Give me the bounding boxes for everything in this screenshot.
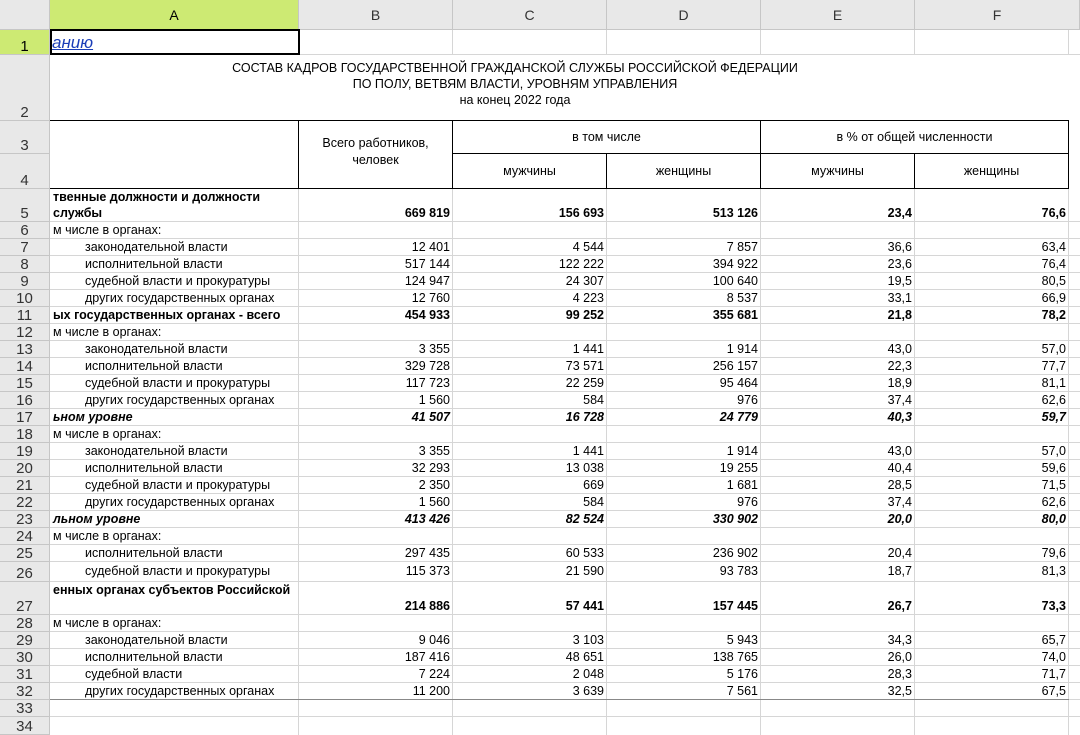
row24-label[interactable]: м числе в органах: [53, 529, 162, 543]
row-header-30[interactable]: 30 [0, 649, 50, 666]
row-header-20[interactable]: 20 [0, 460, 50, 477]
border [914, 153, 915, 189]
row11-men-pct[interactable]: 21,8 [887, 308, 912, 322]
cell-selection [50, 29, 300, 55]
row17-total[interactable]: 41 507 [411, 410, 450, 424]
row-header-27[interactable]: 27 [0, 582, 50, 615]
row-header-14[interactable]: 14 [0, 358, 50, 375]
row16-women-pct[interactable]: 62,6 [1041, 393, 1066, 407]
row15-total[interactable]: 117 723 [405, 376, 450, 390]
row19-total[interactable]: 3 355 [418, 444, 450, 458]
row15-men-pct[interactable]: 18,9 [887, 376, 912, 390]
row9-label[interactable]: судебной власти и прокуратуры [85, 274, 271, 288]
row10-men-pct[interactable]: 33,1 [887, 291, 912, 305]
row30-men-pct[interactable]: 26,0 [887, 650, 912, 664]
row20-label[interactable]: исполнительной власти [85, 461, 223, 475]
title-line-2: ПО ПОЛУ, ВЕТВЯМ ВЛАСТИ, УРОВНЯМ УПРАВЛЕНИЯ [352, 77, 678, 91]
row25-total[interactable]: 297 435 [404, 546, 450, 560]
row21-women-pct[interactable]: 71,5 [1041, 478, 1066, 492]
gridline [50, 716, 1080, 717]
row7-label[interactable]: законодательной власти [85, 240, 228, 254]
title-line-3: на конец 2022 года [459, 93, 571, 107]
row-header-25[interactable]: 25 [0, 545, 50, 562]
row16-label[interactable]: других государственных органах [85, 393, 275, 407]
row10-label[interactable]: других государственных органах [85, 291, 275, 305]
row23-women-pct[interactable]: 80,0 [1041, 512, 1066, 526]
row26-men[interactable]: 21 590 [565, 564, 604, 578]
row27-label[interactable]: енных органах субъектов Российской [53, 583, 291, 597]
row25-women-pct[interactable]: 79,6 [1041, 546, 1066, 560]
row23-men[interactable]: 82 524 [565, 512, 604, 526]
row15-men[interactable]: 22 259 [565, 376, 604, 390]
row19-men-pct[interactable]: 43,0 [887, 444, 912, 458]
row-header-18[interactable]: 18 [0, 426, 50, 443]
row32-label[interactable]: других государственных органах [85, 684, 275, 698]
row32-men[interactable]: 3 639 [572, 684, 604, 698]
column-header-d[interactable]: D [607, 0, 761, 30]
column-header-b[interactable]: B [299, 0, 453, 30]
row18-label[interactable]: м числе в органах: [53, 427, 162, 441]
row32-women-pct[interactable]: 67,5 [1041, 684, 1066, 698]
row31-total[interactable]: 7 224 [418, 667, 450, 681]
row-header-17[interactable]: 17 [0, 409, 50, 426]
border [1068, 120, 1069, 189]
header-total-text: Всего работников, человек [322, 136, 429, 167]
row22-men-pct[interactable]: 37,4 [887, 495, 912, 509]
row8-total[interactable]: 517 144 [404, 257, 450, 271]
row15-women-pct[interactable]: 81,1 [1041, 376, 1066, 390]
row16-men[interactable]: 584 [583, 393, 604, 407]
row30-total[interactable]: 187 416 [404, 650, 450, 664]
row19-label[interactable]: законодательной власти [85, 444, 228, 458]
row-header-11[interactable]: 11 [0, 307, 50, 324]
row7-women[interactable]: 7 857 [726, 240, 758, 254]
back-link[interactable]: анию [52, 33, 94, 52]
row21-men-pct[interactable]: 28,5 [887, 478, 912, 492]
row-header-4[interactable]: 4 [0, 154, 50, 189]
row26-women-pct[interactable]: 81,3 [1041, 564, 1066, 578]
row-header-15[interactable]: 15 [0, 375, 50, 392]
row22-women-pct[interactable]: 62,6 [1041, 495, 1066, 509]
row-header-28[interactable]: 28 [0, 615, 50, 632]
row20-men-pct[interactable]: 40,4 [887, 461, 912, 475]
row10-women[interactable]: 8 537 [726, 291, 758, 305]
row14-total[interactable]: 329 728 [404, 359, 450, 373]
row10-women-pct[interactable]: 66,9 [1041, 291, 1066, 305]
row11-men[interactable]: 99 252 [565, 308, 604, 322]
row16-women[interactable]: 976 [737, 393, 758, 407]
title-line-1: СОСТАВ КАДРОВ ГОСУДАРСТВЕННОЙ ГРАЖДАНСКОЙ СЛУЖБЫ РОССИЙСКОЙ ФЕДЕРАЦИИ [232, 61, 798, 75]
row28-label[interactable]: м числе в органах: [53, 616, 162, 630]
row-header-34[interactable]: 34 [0, 717, 50, 735]
border [606, 153, 607, 189]
row27-women-pct[interactable]: 73,3 [1041, 599, 1066, 613]
row22-total[interactable]: 1 560 [418, 495, 450, 509]
row13-men[interactable]: 1 441 [572, 342, 604, 356]
row6-label[interactable]: м числе в органах: [53, 223, 162, 237]
row9-men[interactable]: 24 307 [565, 274, 604, 288]
row29-women-pct[interactable]: 65,7 [1041, 633, 1066, 647]
row26-women[interactable]: 93 783 [719, 564, 758, 578]
row25-women[interactable]: 236 902 [712, 546, 758, 560]
row9-total[interactable]: 124 947 [404, 274, 450, 288]
row32-men-pct[interactable]: 32,5 [887, 684, 912, 698]
row20-women[interactable]: 19 255 [719, 461, 758, 475]
border [760, 120, 761, 189]
select-all-corner[interactable] [0, 0, 50, 30]
row14-women-pct[interactable]: 77,7 [1041, 359, 1066, 373]
row11-total[interactable]: 454 933 [404, 308, 450, 322]
row21-women[interactable]: 1 681 [726, 478, 758, 492]
row29-men[interactable]: 3 103 [572, 633, 604, 647]
header-pct: в % от общей численности [836, 130, 993, 144]
row-header-9[interactable]: 9 [0, 273, 50, 290]
column-header-c[interactable]: C [453, 0, 607, 30]
row29-total[interactable]: 9 046 [418, 633, 450, 647]
row8-women[interactable]: 394 922 [712, 257, 758, 271]
row31-women[interactable]: 5 176 [726, 667, 758, 681]
row31-label[interactable]: судебной власти [85, 667, 183, 681]
row30-label[interactable]: исполнительной власти [85, 650, 223, 664]
row10-total[interactable]: 12 760 [411, 291, 450, 305]
row-header-24[interactable]: 24 [0, 528, 50, 545]
row-header-12[interactable]: 12 [0, 324, 50, 341]
row27-women[interactable]: 157 445 [712, 599, 758, 613]
row14-men-pct[interactable]: 22,3 [887, 359, 912, 373]
row7-women-pct[interactable]: 63,4 [1041, 240, 1066, 254]
row-header-7[interactable]: 7 [0, 239, 50, 256]
row30-men[interactable]: 48 651 [565, 650, 604, 664]
row-header-6[interactable]: 6 [0, 222, 50, 239]
row5-men[interactable]: 156 693 [558, 206, 604, 220]
row14-label[interactable]: исполнительной власти [85, 359, 223, 373]
row17-women-pct[interactable]: 59,7 [1041, 410, 1066, 424]
row9-women[interactable]: 100 640 [712, 274, 758, 288]
row23-total[interactable]: 413 426 [404, 512, 450, 526]
row25-men[interactable]: 60 533 [565, 546, 604, 560]
row15-label[interactable]: судебной власти и прокуратуры [85, 376, 271, 390]
row7-total[interactable]: 12 401 [411, 240, 450, 254]
row22-men[interactable]: 584 [583, 495, 604, 509]
row26-men-pct[interactable]: 18,7 [887, 564, 912, 578]
row5-label-1[interactable]: твенные должности и должности [53, 190, 261, 204]
row12-label[interactable]: м числе в органах: [53, 325, 162, 339]
row29-label[interactable]: законодательной власти [85, 633, 228, 647]
row-header-33[interactable]: 33 [0, 700, 50, 717]
header-women: женщины [655, 163, 712, 178]
row23-label[interactable]: льном уровне [53, 512, 141, 526]
row19-women-pct[interactable]: 57,0 [1041, 444, 1066, 458]
row23-men-pct[interactable]: 20,0 [887, 512, 912, 526]
row17-men[interactable]: 16 728 [565, 410, 604, 424]
row8-label[interactable]: исполнительной власти [85, 257, 223, 271]
row5-total[interactable]: 669 819 [404, 206, 450, 220]
column-header-f[interactable]: F [915, 0, 1080, 30]
row5-women-pct[interactable]: 76,6 [1041, 206, 1066, 220]
row31-women-pct[interactable]: 71,7 [1041, 667, 1066, 681]
row20-men[interactable]: 13 038 [565, 461, 604, 475]
row27-men-pct[interactable]: 26,7 [887, 599, 912, 613]
row21-total[interactable]: 2 350 [418, 478, 450, 492]
row25-label[interactable]: исполнительной власти [85, 546, 223, 560]
row-header-3[interactable]: 3 [0, 121, 50, 154]
row17-men-pct[interactable]: 40,3 [887, 410, 912, 424]
row-header-2[interactable]: 2 [0, 55, 50, 121]
row27-men[interactable]: 57 441 [565, 599, 604, 613]
row31-men-pct[interactable]: 28,3 [887, 667, 912, 681]
row13-total[interactable]: 3 355 [418, 342, 450, 356]
row-header-16[interactable]: 16 [0, 392, 50, 409]
row13-women-pct[interactable]: 57,0 [1041, 342, 1066, 356]
row-header-19[interactable]: 19 [0, 443, 50, 460]
row-header-23[interactable]: 23 [0, 511, 50, 528]
row5-women[interactable]: 513 126 [712, 206, 758, 220]
row22-women[interactable]: 976 [737, 495, 758, 509]
row-header-5[interactable]: 5 [0, 189, 50, 222]
row13-label[interactable]: законодательной власти [85, 342, 228, 356]
row7-men[interactable]: 4 544 [572, 240, 604, 254]
row-header-26[interactable]: 26 [0, 562, 50, 582]
row13-men-pct[interactable]: 43,0 [887, 342, 912, 356]
row5-men-pct[interactable]: 23,4 [887, 206, 912, 220]
header-men-pct: мужчины [811, 163, 864, 178]
row-header-22[interactable]: 22 [0, 494, 50, 511]
row8-women-pct[interactable]: 76,4 [1041, 257, 1066, 271]
row-header-31[interactable]: 31 [0, 666, 50, 683]
row-header-32[interactable]: 32 [0, 683, 50, 700]
row30-women-pct[interactable]: 74,0 [1041, 650, 1066, 664]
row-header-1[interactable]: 1 [0, 30, 50, 55]
row14-men[interactable]: 73 571 [565, 359, 604, 373]
header-men: мужчины [503, 163, 556, 178]
row17-label[interactable]: ьном уровне [53, 410, 133, 424]
header-total [299, 122, 452, 182]
row11-label[interactable]: ых государственных органах - всего [53, 308, 281, 322]
row31-men[interactable]: 2 048 [572, 667, 604, 681]
table-title [50, 60, 980, 108]
border [298, 120, 299, 189]
row25-men-pct[interactable]: 20,4 [887, 546, 912, 560]
border [50, 120, 1069, 121]
row9-men-pct[interactable]: 19,5 [887, 274, 912, 288]
row32-total[interactable]: 11 200 [412, 684, 450, 698]
row8-men-pct[interactable]: 23,6 [887, 257, 912, 271]
row-header-13[interactable]: 13 [0, 341, 50, 358]
row19-men[interactable]: 1 441 [572, 444, 604, 458]
border [50, 699, 1069, 700]
row26-label[interactable]: судебной власти и прокуратуры [85, 564, 271, 578]
row14-women[interactable]: 256 157 [712, 359, 758, 373]
row29-women[interactable]: 5 943 [726, 633, 758, 647]
row16-total[interactable]: 1 560 [418, 393, 450, 407]
row7-men-pct[interactable]: 36,6 [887, 240, 912, 254]
header-incl: в том числе [572, 130, 641, 144]
row-header-21[interactable]: 21 [0, 477, 50, 494]
row29-men-pct[interactable]: 34,3 [887, 633, 912, 647]
row17-women[interactable]: 24 779 [719, 410, 758, 424]
row15-women[interactable]: 95 464 [719, 376, 758, 390]
column-header-e[interactable]: E [761, 0, 915, 30]
header-women-pct: женщины [963, 163, 1020, 178]
row16-men-pct[interactable]: 37,4 [887, 393, 912, 407]
row10-men[interactable]: 4 223 [572, 291, 604, 305]
row26-total[interactable]: 115 373 [405, 564, 450, 578]
row23-women[interactable]: 330 902 [712, 512, 758, 526]
row27-total[interactable]: 214 886 [404, 599, 450, 613]
row-header-10[interactable]: 10 [0, 290, 50, 307]
row11-women[interactable]: 355 681 [712, 308, 758, 322]
row-header-29[interactable]: 29 [0, 632, 50, 649]
row9-women-pct[interactable]: 80,5 [1041, 274, 1066, 288]
row20-women-pct[interactable]: 59,6 [1041, 461, 1066, 475]
row22-label[interactable]: других государственных органах [85, 495, 275, 509]
row13-women[interactable]: 1 914 [726, 342, 758, 356]
row8-men[interactable]: 122 222 [558, 257, 604, 271]
row5-label-2[interactable]: службы [53, 206, 103, 220]
row-header-8[interactable]: 8 [0, 256, 50, 273]
row21-men[interactable]: 669 [583, 478, 604, 492]
column-header-a[interactable]: A [50, 0, 299, 30]
row30-women[interactable]: 138 765 [712, 650, 758, 664]
row32-women[interactable]: 7 561 [726, 684, 758, 698]
row20-total[interactable]: 32 293 [411, 461, 450, 475]
row19-women[interactable]: 1 914 [726, 444, 758, 458]
row21-label[interactable]: судебной власти и прокуратуры [85, 478, 271, 492]
row11-women-pct[interactable]: 78,2 [1041, 308, 1066, 322]
border [452, 120, 453, 189]
